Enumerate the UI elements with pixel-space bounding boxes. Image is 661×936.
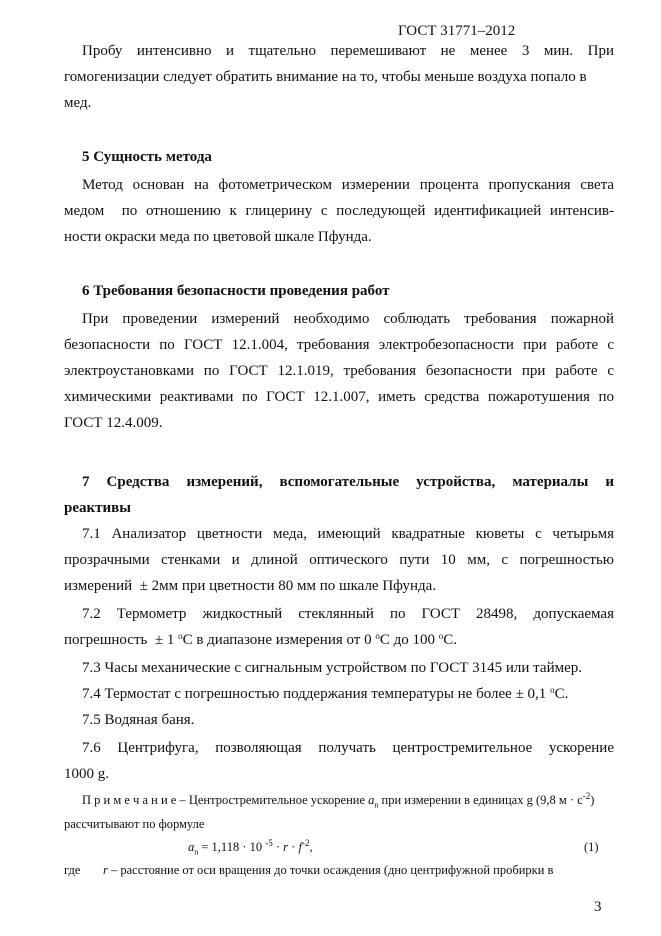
- text-line: медом по отношению к глицерину с последующей идентификацией интенсив-: [64, 203, 614, 219]
- text-line: 7.5 Водяная баня.: [82, 712, 195, 728]
- text-fragment: ,: [309, 840, 313, 854]
- text-fragment: 7.4 Термостат с погрешностью поддержания температуры не более ± 0,1: [82, 686, 551, 702]
- formula: [188, 840, 313, 857]
- section-5-title: 5 Сущность метода: [82, 149, 212, 165]
- symbol-a: a: [368, 793, 375, 807]
- where-definition: [103, 863, 553, 878]
- item-7-6: [64, 735, 614, 787]
- text-line: 7 Средства измерений, вспомогательные устройства, материалы и: [82, 474, 614, 490]
- exponent: -5: [265, 838, 273, 848]
- note-label: П р и м е ч а н и е: [82, 793, 177, 807]
- text-line: 7.3 Часы механические с сигнальным устройством по ГОСТ 3145 или таймер.: [82, 660, 582, 676]
- text-line: мед.: [64, 95, 92, 111]
- item-7-4: [64, 681, 614, 707]
- text-fragment: ): [590, 793, 595, 807]
- text-fragment: при измерении в единицах g (9,8 м · с: [378, 793, 583, 807]
- text-line: гомогенизации следует обратить внимание на то, чтобы меньше воздуха попало в: [64, 69, 587, 85]
- formula-number: (1): [584, 840, 599, 854]
- text-line: безопасности по ГОСТ 12.1.004, требования электробезопасности при работе с: [64, 337, 614, 353]
- text-line: [64, 681, 614, 707]
- text-line: реактивы: [64, 500, 131, 516]
- text-fragment: С.: [554, 686, 569, 702]
- text-fragment: погрешность ± 1: [64, 632, 179, 648]
- item-7-3: [64, 655, 614, 681]
- text-line: 7.2 Термометр жидкостный стеклянный по ГОСТ 28498, допускаемая: [82, 606, 614, 622]
- text-line: 1000 g.: [64, 766, 109, 782]
- text-line: химическими реактивами по ГОСТ 12.1.007, иметь средства пожаротушения по: [64, 389, 614, 405]
- section-6-paragraph: [64, 306, 614, 436]
- text-fragment: – Центростремительное ускорение: [176, 793, 369, 807]
- section-5-paragraph: [64, 172, 614, 250]
- text-line: прозрачными стенками и длиной оптического пути 10 мм, с погрешностью: [64, 552, 614, 568]
- degree-sign: о: [438, 631, 444, 641]
- text-fragment: = 1,118 · 10: [198, 840, 266, 854]
- degree-sign: о: [178, 631, 183, 641]
- text-line: электроустановками по ГОСТ 12.1.019, требования безопасности при работе с: [64, 363, 614, 379]
- degree-sign: о: [375, 631, 380, 641]
- text-fragment: – расстояние от оси вращения до точки осаждения (дно центрифужной пробирки в: [107, 863, 554, 877]
- text-line: измерений ± 2мм при цветности 80 мм по шкале Пфунда.: [64, 578, 437, 594]
- degree-sign: о: [550, 685, 555, 695]
- section-6-title: 6 Требования безопасности проведения работ: [82, 283, 390, 299]
- note-line-2: рассчитывают по формуле: [64, 817, 205, 831]
- text-fragment: С до 100: [379, 632, 439, 648]
- symbol-a: a: [188, 840, 195, 854]
- document-code: ГОСТ 31771–2012: [398, 23, 516, 39]
- text-line: 7.1 Анализатор цветности меда, имеющий квадратные кюветы с четырьмя: [82, 526, 614, 542]
- item-7-5: [64, 707, 614, 733]
- exponent: -2: [582, 791, 591, 801]
- symbol-f: f: [298, 840, 302, 854]
- text-fragment: ·: [288, 840, 299, 854]
- text-fragment: ·: [272, 840, 284, 854]
- text-line: ности окраски меда по цветовой шкале Пфунда.: [64, 229, 372, 245]
- subscript-n: n: [194, 847, 199, 857]
- symbol-r: r: [283, 840, 289, 854]
- text-line: [64, 627, 614, 653]
- text-line: Метод основан на фотометрическом измерении процента пропускания света: [82, 177, 614, 193]
- where-label: где: [64, 863, 81, 877]
- subscript-n: n: [374, 800, 379, 810]
- text-line: Пробу интенсивно и тщательно перемешивают не менее 3 мин. При: [82, 43, 614, 59]
- page-number: 3: [594, 899, 602, 915]
- intro-paragraph: [64, 38, 614, 116]
- text-fragment: С в диапазоне измерения от 0: [182, 632, 376, 648]
- symbol-r: r: [103, 863, 108, 877]
- text-line: ГОСТ 12.4.009.: [64, 415, 163, 431]
- text-fragment: С.: [443, 632, 458, 648]
- section-7-title: [64, 469, 614, 521]
- text-line: При проведении измерений необходимо соблюдать требования пожарной: [82, 311, 614, 327]
- exponent: -2: [301, 838, 310, 848]
- item-7-2: [64, 601, 614, 653]
- note-line-1: [82, 793, 594, 810]
- text-line: 7.6 Центрифуга, позволяющая получать центростремительное ускорение: [82, 740, 614, 756]
- item-7-1: [64, 521, 614, 599]
